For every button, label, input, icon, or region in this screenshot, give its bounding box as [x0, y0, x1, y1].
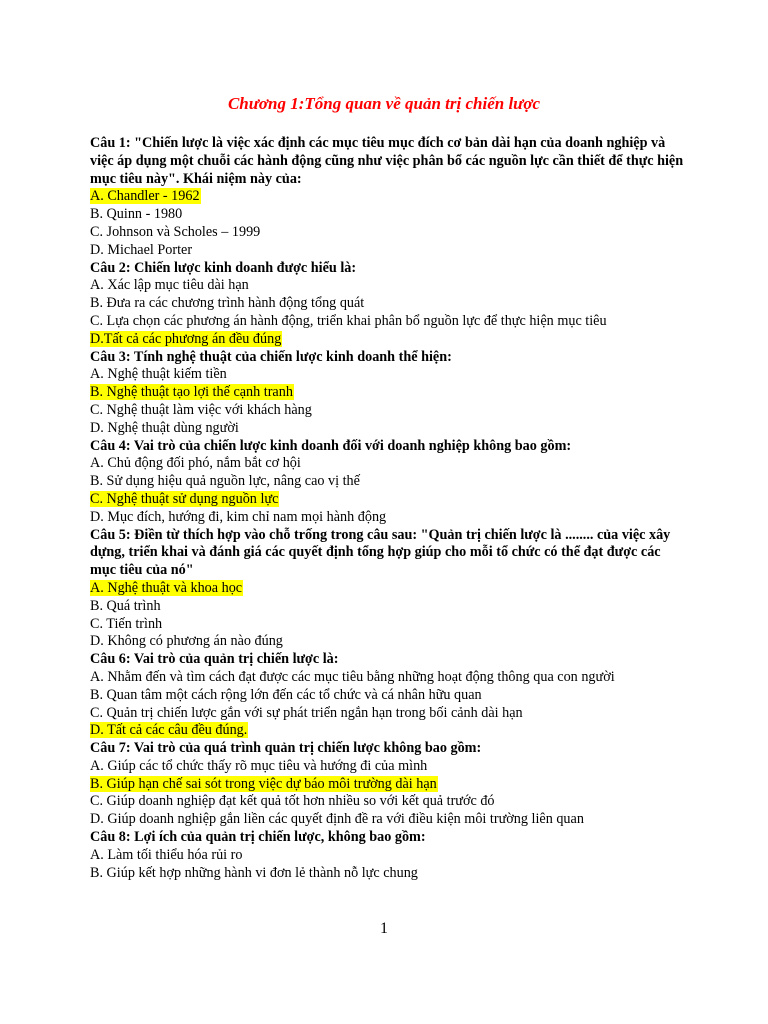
answer-option-text: D. Giúp doanh nghiệp gắn liền các quyết định đề ra với điều kiện môi trường liên quan [90, 811, 584, 828]
answer-option-text: A. Chủ động đối phó, nắm bắt cơ hội [90, 455, 301, 472]
answer-option-highlighted [90, 580, 690, 598]
answer-option-text: A. Làm tối thiểu hóa rủi ro [90, 846, 243, 863]
answer-option-highlighted [90, 722, 690, 740]
answer-option-text: B. Giúp hạn chế sai sót trong việc dự báo môi trường dài hạn [90, 775, 437, 792]
answer-option-highlighted [90, 188, 690, 206]
answer-option-text: A. Giúp các tổ chức thấy rõ mục tiêu và hướng đi của mình [90, 757, 428, 774]
question-7 [90, 740, 690, 829]
answer-option [90, 705, 690, 723]
answer-option-text: B. Giúp kết hợp những hành vi đơn lẻ thành nỗ lực chung [90, 864, 418, 881]
answer-option [90, 366, 690, 384]
answer-option [90, 295, 690, 313]
answer-option-text: A. Xác lập mục tiêu dài hạn [90, 277, 249, 294]
question-8 [90, 829, 690, 882]
answer-option-text: B. Đưa ra các chương trình hành động tổng quát [90, 295, 365, 312]
answer-option [90, 865, 690, 883]
question-4 [90, 438, 690, 527]
question-stem: Câu 2: Chiến lược kinh doanh được hiểu là: [90, 259, 357, 276]
answer-option-text: B. Quan tâm một cách rộng lớn đến các tổ chức và cá nhân hữu quan [90, 686, 482, 703]
question-2 [90, 260, 690, 349]
answer-option [90, 598, 690, 616]
answer-option [90, 758, 690, 776]
question-stem: Câu 7: Vai trò của quá trình quản trị chiến lược không bao gồm: [90, 740, 482, 757]
question-5 [90, 527, 690, 652]
answer-option [90, 402, 690, 420]
question-stem: Câu 1: "Chiến lược là việc xác định các mục tiêu mục đích cơ bản dài hạn của doanh nghiệp và việc áp dụng một chuỗi các hành động cũng như việc phân bổ các nguồn lực cần thiết để thực hiện mục tiêu này". Khái niệm này của: [90, 135, 684, 187]
answer-option [90, 616, 690, 634]
answer-option-text: B. Quinn - 1980 [90, 206, 183, 223]
answer-option [90, 847, 690, 865]
answer-option [90, 811, 690, 829]
answer-option-text: C. Quản trị chiến lược gắn với sự phát triển ngắn hạn trong bối cảnh dài hạn [90, 704, 523, 721]
answer-option-text: A. Nghệ thuật kiếm tiền [90, 366, 227, 383]
page-number: 1 [380, 920, 388, 937]
answer-option-text: D. Không có phương án nào đúng [90, 633, 283, 650]
answer-option-text: C. Johnson và Scholes – 1999 [90, 223, 261, 240]
answer-option-text: D. Tất cả các câu đều đúng. [90, 722, 248, 739]
answer-option [90, 277, 690, 295]
answer-option-text: A. Nhằm đến và tìm cách đạt được các mục tiêu bằng những hoạt động thông qua con người [90, 668, 615, 685]
answer-option [90, 455, 690, 473]
answer-option-text: D. Nghệ thuật dùng người [90, 419, 239, 436]
answer-option [90, 224, 690, 242]
answer-option [90, 669, 690, 687]
answer-option [90, 473, 690, 491]
answer-option [90, 793, 690, 811]
answer-option-highlighted [90, 384, 690, 402]
question-stem: Câu 5: Điền từ thích hợp vào chỗ trống trong câu sau: "Quản trị chiến lược là ........ của việc xây dựng, triển khai và đánh giá các quyết định tổng hợp giúp cho mỗi tổ chức có thể đạt được các mục tiêu của nó" [90, 526, 671, 579]
answer-option-text: C. Nghệ thuật làm việc với khách hàng [90, 401, 312, 418]
question-3 [90, 349, 690, 438]
answer-option-text: B. Nghệ thuật tạo lợi thế cạnh tranh [90, 384, 293, 401]
question-1 [90, 135, 690, 260]
question-stem: Câu 4: Vai trò của chiến lược kinh doanh đối với doanh nghiệp không bao gồm: [90, 437, 572, 454]
answer-option-text: C. Giúp doanh nghiệp đạt kết quả tốt hơn nhiều so với kết quả trước đó [90, 793, 495, 810]
answer-option [90, 687, 690, 705]
answer-option-text: D. Michael Porter [90, 241, 193, 258]
question-stem: Câu 8: Lợi ích của quản trị chiến lược, không bao gồm: [90, 829, 426, 846]
question-6 [90, 651, 690, 740]
answer-option-text: D. Mục đích, hướng đi, kim chỉ nam mọi hành động [90, 508, 387, 525]
question-stem: Câu 6: Vai trò của quản trị chiến lược là: [90, 651, 339, 668]
answer-option-highlighted [90, 491, 690, 509]
answer-option-text: A. Nghệ thuật và khoa học [90, 579, 243, 596]
answer-option-text: D.Tất cả các phương án đều đúng [90, 330, 282, 347]
question-list [90, 135, 690, 882]
answer-option-text: C. Lựa chọn các phương án hành động, triển khai phân bổ nguồn lực để thực hiện mục tiêu [90, 312, 607, 329]
answer-option-text: C. Tiến trình [90, 615, 163, 632]
answer-option-text: C. Nghệ thuật sử dụng nguồn lực [90, 490, 279, 507]
answer-option [90, 420, 690, 438]
answer-option [90, 206, 690, 224]
answer-option [90, 242, 690, 260]
answer-option [90, 633, 690, 651]
answer-option-text: B. Quá trình [90, 597, 161, 614]
page-title: Chương 1:Tổng quan về quản trị chiến lược [227, 94, 541, 113]
answer-option-text: B. Sử dụng hiệu quả nguồn lực, nâng cao vị thế [90, 473, 360, 490]
answer-option-text: A. Chandler - 1962 [90, 188, 200, 205]
answer-option [90, 509, 690, 527]
answer-option-highlighted [90, 331, 690, 349]
answer-option-highlighted [90, 776, 690, 794]
answer-option [90, 313, 690, 331]
question-stem: Câu 3: Tính nghệ thuật của chiến lược kinh doanh thể hiện: [90, 348, 452, 365]
